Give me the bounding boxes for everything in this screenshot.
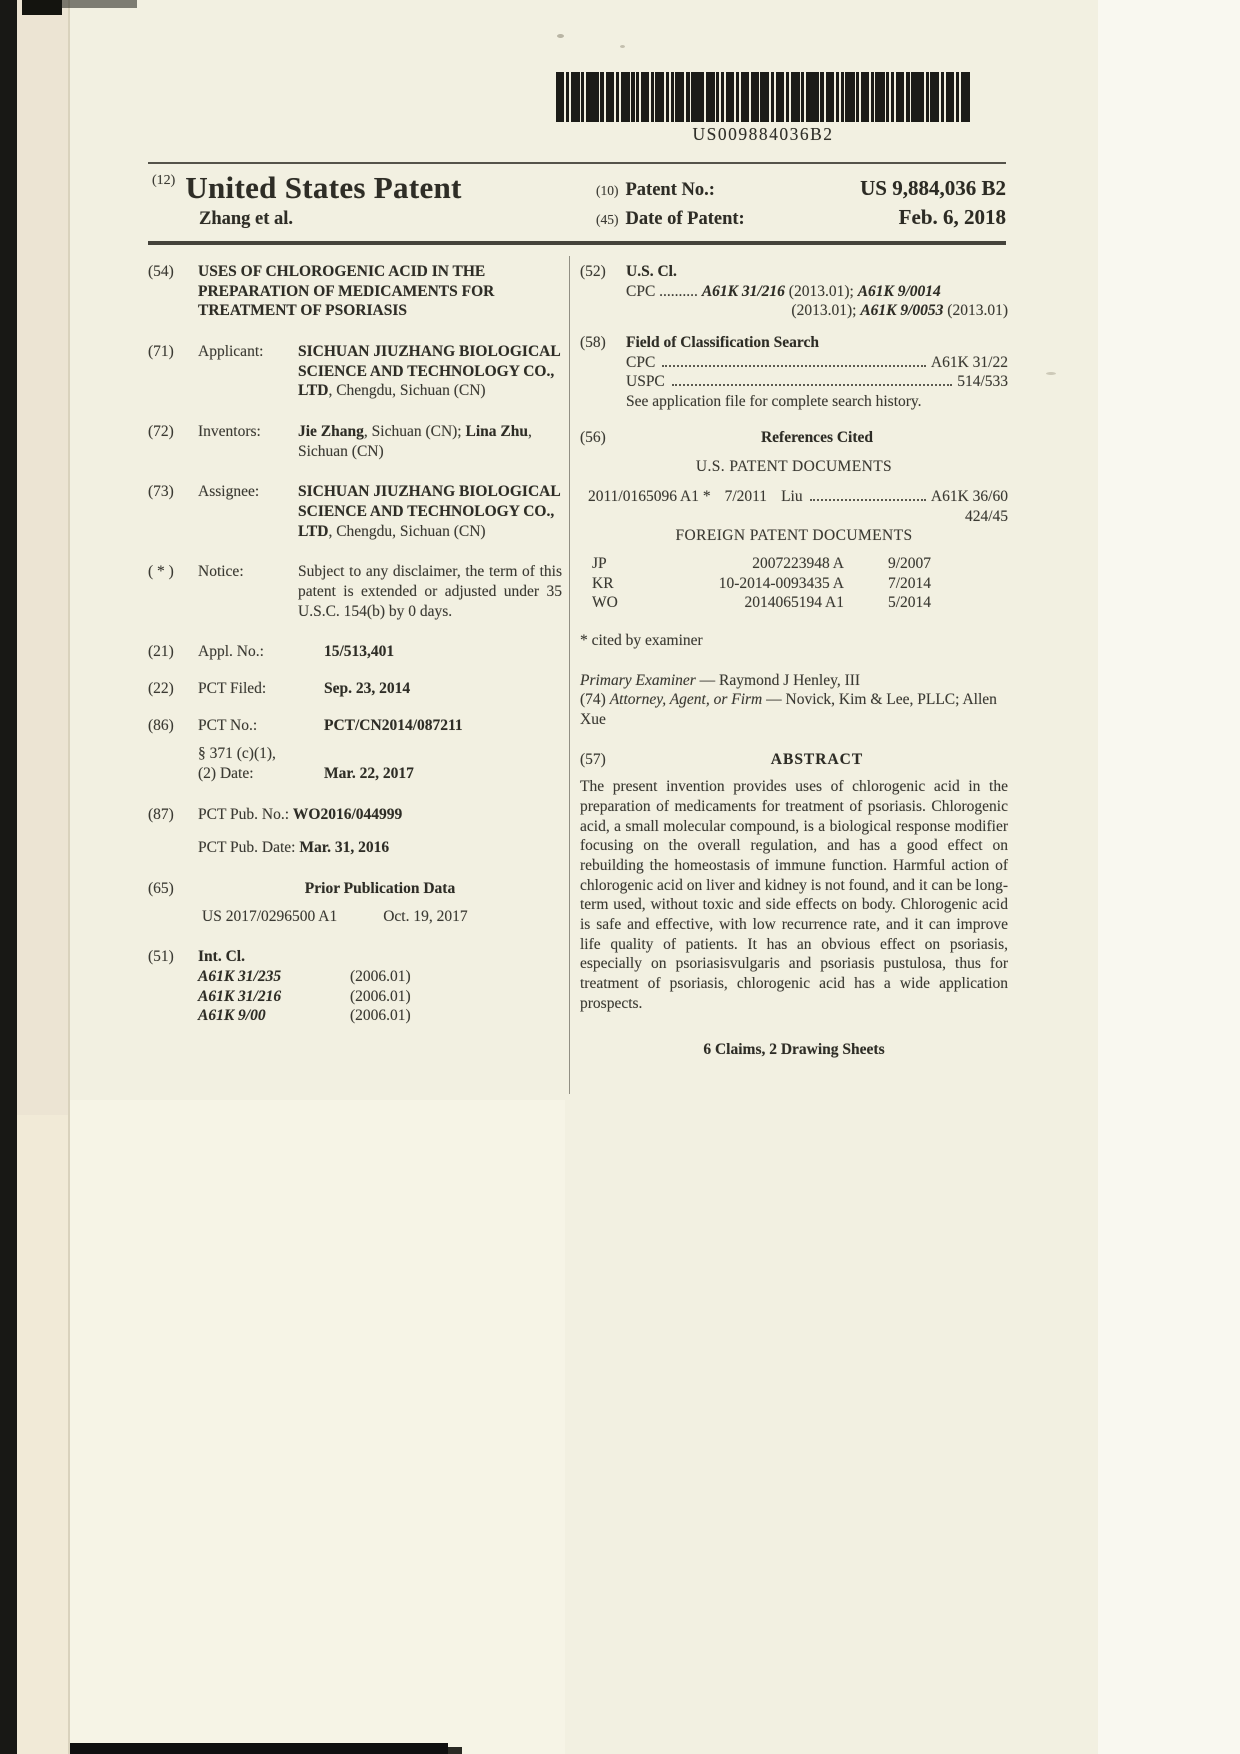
scan-corner-mark (22, 0, 62, 15)
foreign-country: WO (592, 594, 618, 612)
table-row (592, 593, 1008, 613)
header-right (596, 176, 1006, 234)
field-number: (21) (148, 643, 174, 661)
paper-edge-strip-lower (17, 1115, 69, 1754)
patent-number-value: US 9,884,036 B2 (860, 176, 1006, 200)
references-cited-section (580, 428, 1008, 448)
field-number: (56) (580, 428, 606, 446)
right-column (580, 262, 1008, 1059)
field-number: (73) (148, 483, 174, 501)
uspc-search-value: 514/533 (957, 373, 1008, 391)
us-cl-body (626, 262, 1008, 321)
left-column (148, 262, 562, 1047)
attorney-value: — Novick, Kim & Lee, PLLC; Allen Xue (580, 691, 997, 729)
int-cl-heading: Int. Cl. (198, 948, 245, 966)
attorney-line (580, 690, 1008, 729)
foreign-patent-table (592, 554, 1008, 613)
inventor-name: Jie Zhang (298, 423, 364, 441)
barcode-bars (556, 72, 970, 122)
application-number-section (148, 642, 562, 662)
pct-pub-number-row (198, 805, 562, 825)
foreign-country: KR (592, 574, 614, 592)
patent-number-label: Patent No.: (625, 180, 715, 200)
pct-pub-date-value: Mar. 31, 2016 (299, 839, 390, 857)
patent-date-label: Date of Patent: (625, 209, 745, 229)
scan-bottom-bar (70, 1743, 448, 1754)
assignee-location: , Chengdu, Sichuan (CN) (328, 522, 486, 540)
field-number: (45) (596, 212, 619, 227)
scan-corner-mark-2 (62, 0, 137, 8)
table-row (592, 554, 1008, 574)
dust-speck (1046, 372, 1056, 375)
field-search-body (626, 333, 1008, 412)
foreign-number: 10-2014-0093435 A (718, 574, 844, 592)
foreign-date: 5/2014 (888, 594, 932, 612)
pct-publication-section (148, 805, 562, 858)
foreign-number: 2007223948 A (752, 555, 844, 573)
claims-line: 6 Claims, 2 Drawing Sheets (703, 1040, 885, 1058)
attorney-label: Attorney, Agent, or Firm (609, 691, 763, 709)
int-cl-row (198, 987, 562, 1007)
int-cl-version: (2006.01) (350, 1007, 411, 1025)
int-cl-row (198, 1006, 562, 1026)
pct-number-row (198, 716, 562, 736)
field-search-uspc-row (626, 372, 1008, 392)
us-cl-section (580, 262, 1008, 321)
inventor-location: , Sichuan (CN); (363, 423, 466, 441)
cpc-line-2 (626, 301, 1008, 321)
int-cl-class: A61K 9/00 (198, 1007, 266, 1025)
applicant-name: SICHUAN JIUZHANG BIOLOGICAL SCIENCE AND TECHNOLOGY CO., LTD (298, 343, 560, 400)
pct-number-section (148, 716, 562, 784)
prior-pub-date: Oct. 19, 2017 (383, 907, 468, 925)
inventors-section (148, 422, 562, 461)
foreign-patent-documents-heading: FOREIGN PATENT DOCUMENTS (675, 527, 913, 545)
field-number: (57) (580, 750, 606, 768)
int-cl-section (148, 947, 562, 1026)
applicant-value (298, 342, 562, 401)
prior-publication-body (198, 879, 562, 926)
uspc-label: USPC (626, 373, 665, 391)
header-bottom-rule (148, 241, 1006, 245)
primary-examiner-value: — Raymond J Henley, III (695, 671, 861, 689)
int-cl-version: (2006.01) (350, 968, 411, 986)
pct-number-value: PCT/CN2014/087211 (324, 716, 463, 734)
dot-leader (810, 499, 926, 501)
foreign-number: 2014065194 A1 (744, 594, 844, 612)
invention-title-section (148, 262, 562, 321)
application-number-label: Appl. No.: (198, 643, 264, 661)
inventors-label: Inventors: (198, 423, 261, 441)
field-number: (52) (580, 263, 606, 280)
assignee-section (148, 482, 562, 541)
foreign-date: 9/2007 (888, 555, 932, 573)
int-cl-class: A61K 31/216 (198, 987, 282, 1005)
cpc-line-1 (626, 282, 1008, 302)
patent-date-value: Feb. 6, 2018 (898, 205, 1006, 229)
field-search-section (580, 333, 1008, 412)
search-history-note: See application file for complete search history. (626, 393, 922, 411)
pct-pub-number-value: WO2016/044999 (292, 805, 403, 823)
cpc-search-value: A61K 31/22 (930, 353, 1008, 371)
us-cl-heading: U.S. Cl. (626, 263, 677, 280)
us-patent-documents-heading: U.S. PATENT DOCUMENTS (695, 458, 893, 476)
citation-name: Liu (781, 488, 803, 506)
int-cl-class: A61K 31/235 (198, 968, 282, 986)
cpc-class: A61K 9/0053 (860, 302, 944, 320)
citation-line-1 (588, 487, 1008, 507)
applicant-label: Applicant: (198, 343, 264, 361)
notice-text: Subject to any disclaimer, the term of this patent is extended or adjusted under 35 U.S.C. 154(b) by 0 days. (298, 563, 562, 620)
page-title: United States Patent (185, 170, 462, 205)
pct-number-label: PCT No.: (198, 716, 258, 734)
application-number-value: 15/513,401 (324, 643, 395, 661)
dot-leader (662, 365, 926, 367)
field-number: (51) (148, 948, 174, 966)
assignee-value (298, 482, 562, 541)
pct-publication-body (198, 805, 562, 858)
patent-date-row (596, 205, 1006, 230)
assignee-name: SICHUAN JIUZHANG BIOLOGICAL SCIENCE AND TECHNOLOGY CO., LTD (298, 483, 560, 540)
kind-code-number: (12) (152, 173, 176, 188)
pct-number-body (198, 716, 562, 784)
pct-filed-label: PCT Filed: (198, 680, 267, 698)
citation-number: 2011/0165096 A1 * (588, 488, 711, 506)
field-search-heading: Field of Classification Search (626, 334, 820, 352)
field-number: (72) (148, 423, 174, 441)
us-patent-citation (588, 487, 1008, 526)
inventor-short-name: Zhang et al. (199, 209, 294, 229)
primary-examiner-line (580, 671, 1008, 691)
abstract-heading-row (580, 750, 1008, 770)
pct-pub-number-label: PCT Pub. No.: (198, 805, 290, 823)
citation-line-2: 424/45 (964, 507, 1008, 525)
cpc-version: (2013.01); (784, 282, 858, 300)
invention-title: USES OF CHLOROGENIC ACID IN THE PREPARATION OF MEDICAMENTS FOR TREATMENT OF PSORIASIS (198, 263, 495, 320)
cpc-class: A61K 31/216 (701, 282, 785, 300)
int-cl-body (198, 947, 562, 1026)
section-371-text: § 371 (c)(1), (198, 745, 276, 763)
prior-publication-heading: Prior Publication Data (304, 880, 456, 898)
dust-speck (557, 34, 564, 38)
pct-pub-date-row (198, 838, 562, 858)
scan-tone-block (70, 1100, 565, 1754)
pct-pub-date-label: PCT Pub. Date: (198, 839, 296, 857)
field-number: ( * ) (148, 563, 174, 581)
dust-speck (620, 45, 625, 48)
field-number: (74) (580, 691, 610, 709)
pct-filed-section (148, 679, 562, 699)
cpc-prefix: CPC .......... (626, 282, 698, 300)
column-divider (569, 256, 570, 1094)
notice-label: Notice: (198, 563, 244, 581)
assignee-label: Assignee: (198, 483, 260, 501)
spacer (324, 744, 562, 764)
cpc-label: CPC (626, 353, 656, 371)
int-cl-row (198, 967, 562, 987)
prior-publication-section (148, 879, 562, 926)
barcode (556, 72, 970, 145)
inventors-value (298, 422, 562, 461)
field-search-cpc-row (626, 353, 1008, 373)
prior-publication-row (198, 907, 562, 927)
scan-right-margin (1098, 0, 1240, 1754)
field-number: (22) (148, 680, 174, 698)
table-row (592, 574, 1008, 594)
field-number: (87) (148, 805, 174, 823)
cpc-version: (2013.01) (943, 302, 1008, 320)
header-left (152, 170, 582, 230)
applicant-section (148, 342, 562, 401)
references-cited-heading: References Cited (760, 428, 874, 446)
abstract-heading: ABSTRACT (770, 750, 864, 768)
field-number: (58) (580, 334, 606, 352)
cpc-class: A61K 9/0014 (857, 282, 941, 300)
pct-filed-value: Sep. 23, 2014 (324, 680, 411, 698)
field-number: (71) (148, 343, 174, 361)
field-number: (54) (148, 263, 174, 280)
primary-examiner-label: Primary Examiner (580, 671, 696, 689)
scan-edge-left (0, 0, 17, 1754)
date-371-row (198, 764, 562, 784)
cited-by-examiner-note: * cited by examiner (580, 632, 703, 650)
citation-class: A61K 36/60 (930, 488, 1008, 506)
barcode-text: US009884036B2 (692, 124, 834, 144)
header-top-rule (148, 162, 1006, 164)
inventor-location: , Sichuan (CN) (298, 423, 532, 460)
prior-pub-number: US 2017/0296500 A1 (202, 907, 338, 925)
int-cl-version: (2006.01) (350, 987, 411, 1005)
patent-number-row (596, 176, 1006, 201)
applicant-location: , Chengdu, Sichuan (CN) (328, 382, 486, 400)
foreign-date: 7/2014 (888, 574, 932, 592)
field-number: (86) (148, 716, 174, 734)
section-371-row (198, 744, 562, 764)
field-number: (10) (596, 183, 619, 198)
abstract-text: The present invention provides uses of chlorogenic acid in the preparation of medicaments for treatment of psoriasis. Chlorogenic acid, a small molecular compound, is a biological response modifier focusing on the overall regulation, and has a good effect on rebuilding the homeostasis of immune function. Harmful action of chlorogenic acid on liver and kidney is not found, and it can be long-term used, without toxic and side effects on body. Chlorogenic acid is safe and effective, with low recurrence rate, and it can improve life quality of patients. It has an obvious effect on psoriasis, especially on psoriasisvulgaris and psoriasis pustulosa, thus for treatment of psoriasis, chlorogenic acid has a wide application prospects. (580, 778, 1008, 1012)
scan-bottom-nub (448, 1747, 462, 1754)
date-371-value: Mar. 22, 2017 (324, 765, 414, 783)
date-371-label: (2) Date: (198, 765, 254, 783)
notice-section (148, 562, 562, 621)
foreign-country: JP (592, 555, 607, 573)
inventor-name: Lina Zhu (465, 423, 528, 441)
dot-leader (672, 384, 952, 386)
citation-date: 7/2011 (724, 488, 768, 506)
field-number: (65) (148, 880, 174, 898)
cpc-version: (2013.01); (791, 302, 861, 320)
